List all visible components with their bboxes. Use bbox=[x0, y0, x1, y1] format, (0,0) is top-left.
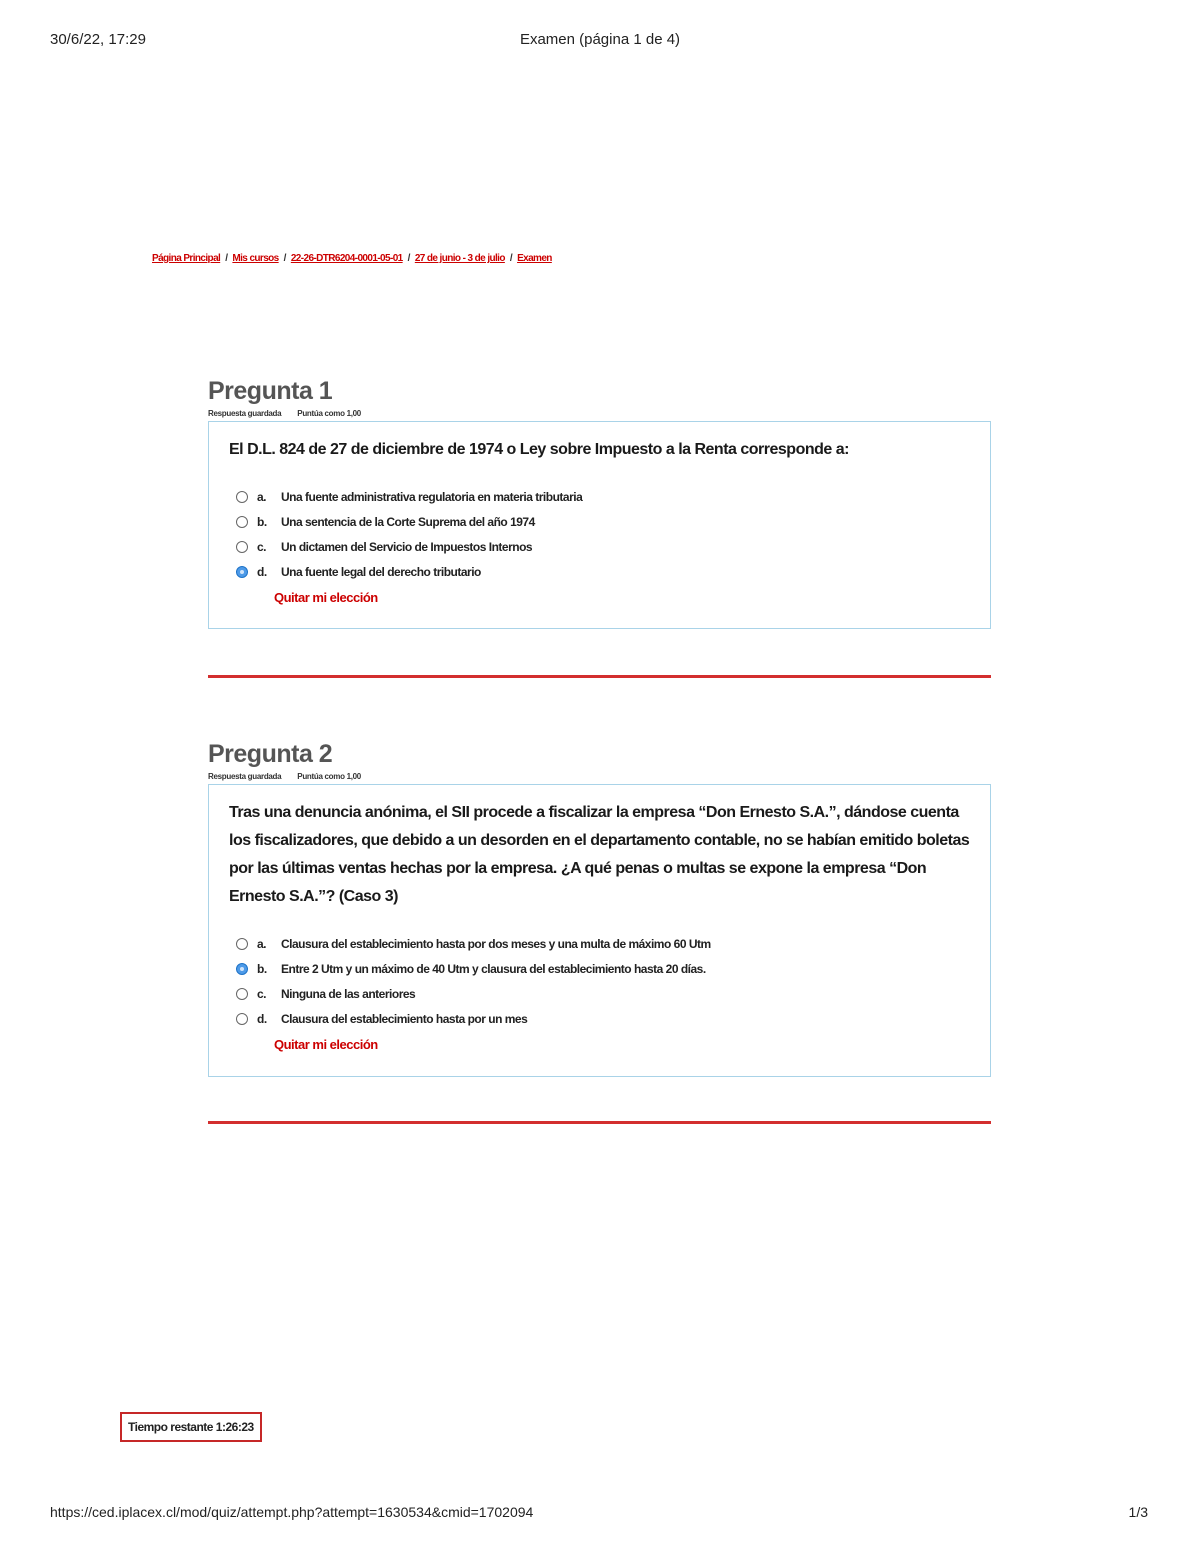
breadcrumb-home-link[interactable]: Página Principal bbox=[152, 253, 221, 264]
question-title: Pregunta 2 bbox=[208, 740, 333, 768]
answer-text: Una fuente legal del derecho tributario bbox=[281, 564, 481, 579]
answer-option-d[interactable] bbox=[236, 1006, 970, 1031]
question-box bbox=[208, 784, 991, 1077]
radio-button[interactable] bbox=[236, 491, 248, 503]
radio-button[interactable] bbox=[236, 516, 248, 528]
answer-letter: d. bbox=[257, 1011, 267, 1026]
answer-text: Una fuente administrativa regulatoria en materia tributaria bbox=[281, 489, 583, 504]
answer-letter: a. bbox=[257, 936, 267, 951]
answer-option-b[interactable] bbox=[236, 509, 970, 534]
breadcrumb-week-link[interactable]: 27 de junio - 3 de julio bbox=[414, 253, 505, 264]
answer-option-c[interactable] bbox=[236, 534, 970, 559]
radio-button[interactable] bbox=[236, 963, 248, 975]
answer-text: Un dictamen del Servicio de Impuestos Internos bbox=[281, 539, 533, 554]
radio-button[interactable] bbox=[236, 988, 248, 1000]
question-2 bbox=[208, 739, 991, 1077]
radio-button[interactable] bbox=[236, 541, 248, 553]
clear-choice-link[interactable]: Quitar mi elección bbox=[274, 590, 378, 605]
radio-button[interactable] bbox=[236, 566, 248, 578]
answer-letter: b. bbox=[257, 514, 267, 529]
question-score: Puntúa como 1,00 bbox=[297, 409, 361, 418]
breadcrumb-separator: / bbox=[407, 253, 410, 264]
question-score: Puntúa como 1,00 bbox=[297, 772, 361, 781]
question-meta bbox=[208, 772, 991, 784]
breadcrumb bbox=[152, 253, 552, 264]
breadcrumb-course-link[interactable]: 22-26-DTR6204-0001-05-01 bbox=[290, 253, 403, 264]
question-divider bbox=[208, 675, 991, 678]
answer-option-c[interactable] bbox=[236, 981, 970, 1006]
print-page-title: Examen (página 1 de 4) bbox=[519, 31, 681, 48]
answer-list bbox=[229, 931, 970, 1031]
answer-option-a[interactable] bbox=[236, 484, 970, 509]
answer-text: Entre 2 Utm y un máximo de 40 Utm y clausura del establecimiento hasta 20 días. bbox=[281, 961, 706, 976]
answer-option-d[interactable] bbox=[236, 559, 970, 584]
question-status: Respuesta guardada bbox=[208, 772, 282, 781]
question-divider bbox=[208, 1121, 991, 1124]
answer-text: Ninguna de las anteriores bbox=[281, 986, 416, 1001]
question-text: Tras una denuncia anónima, el SII procede a fiscalizar la empresa “Don Ernesto S.A.”, dándose cuenta los fiscalizadores, que debido a un desorden en el departamento contable, no se habían emitido boletas por las últimas ventas hechas por la empresa. ¿A qué penas o multas se expone la empresa “Don Ernesto S.A.”? (Caso 3) bbox=[229, 804, 970, 905]
answer-option-b[interactable] bbox=[236, 956, 970, 981]
print-datetime: 30/6/22, 17:29 bbox=[50, 31, 146, 48]
breadcrumb-exam-link[interactable]: Examen bbox=[517, 253, 552, 264]
radio-button[interactable] bbox=[236, 1013, 248, 1025]
answer-letter: b. bbox=[257, 961, 267, 976]
radio-button[interactable] bbox=[236, 938, 248, 950]
question-text: El D.L. 824 de 27 de diciembre de 1974 o Ley sobre Impuesto a la Renta corresponde a: bbox=[229, 441, 849, 458]
breadcrumb-separator: / bbox=[225, 253, 228, 264]
answer-letter: c. bbox=[257, 986, 267, 1001]
breadcrumb-separator: / bbox=[509, 253, 513, 264]
answer-letter: d. bbox=[257, 564, 267, 579]
breadcrumb-my-courses-link[interactable]: Mis cursos bbox=[232, 253, 279, 264]
question-status: Respuesta guardada bbox=[208, 409, 282, 418]
breadcrumb-separator: / bbox=[283, 253, 286, 264]
answer-letter: a. bbox=[257, 489, 267, 504]
question-box bbox=[208, 421, 991, 629]
print-url: https://ced.iplacex.cl/mod/quiz/attempt.php?attempt=1630534&cmid=1702094 bbox=[50, 1504, 534, 1520]
answer-text: Una sentencia de la Corte Suprema del año 1974 bbox=[281, 514, 535, 529]
clear-choice-link[interactable]: Quitar mi elección bbox=[274, 1037, 378, 1052]
question-title: Pregunta 1 bbox=[208, 377, 333, 405]
question-1 bbox=[208, 376, 991, 629]
answer-option-a[interactable] bbox=[236, 931, 970, 956]
print-header bbox=[50, 31, 1150, 48]
answer-text: Clausura del establecimiento hasta por dos meses y una multa de máximo 60 Utm bbox=[281, 936, 711, 951]
answer-text: Clausura del establecimiento hasta por un mes bbox=[281, 1011, 528, 1026]
print-footer bbox=[50, 1504, 1148, 1520]
question-meta bbox=[208, 409, 991, 421]
answer-letter: c. bbox=[257, 539, 267, 554]
time-remaining-badge: Tiempo restante 1:26:23 bbox=[120, 1412, 262, 1442]
answer-list bbox=[229, 484, 970, 584]
print-page-number: 1/3 bbox=[1128, 1504, 1148, 1520]
